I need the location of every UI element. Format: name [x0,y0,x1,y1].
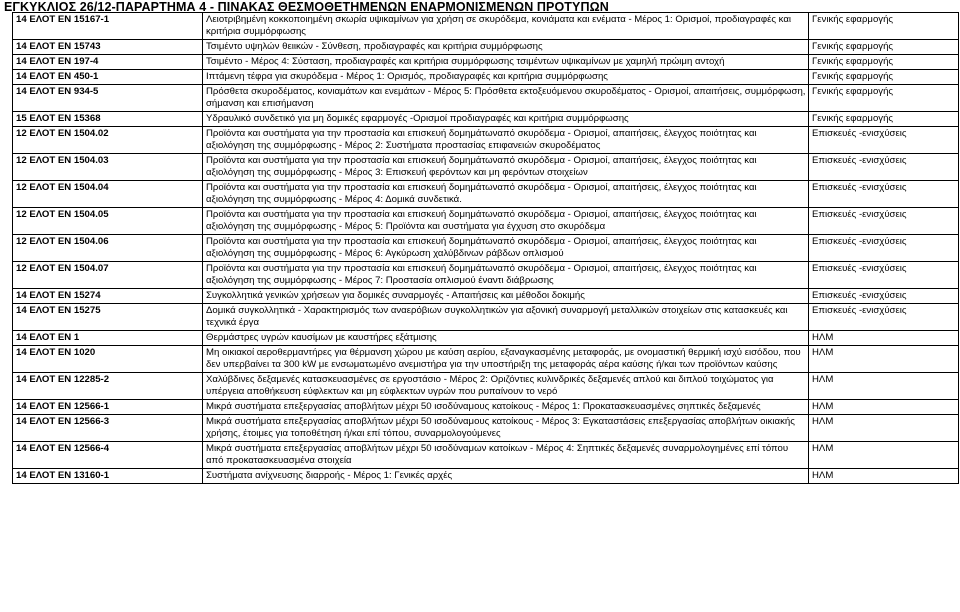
table-row [13,235,959,262]
standard-code: 12 ΕΛΟΤ ΕΝ 1504.07 [13,262,203,289]
standard-category: Επισκευές -ενισχύσεις [809,235,959,262]
standard-description: Πρόσθετα σκυροδέματος, κονιαμάτων και ενεμάτων - Μέρος 5: Πρόσθετα εκτοξευόμενου σκυροδέματος - Ορισμοί, απαιτήσεις, συμμόρφωση, σήμανση και επισήμανση [203,85,809,112]
table-row [13,289,959,304]
standard-description: Προϊόντα και συστήματα για την προστασία και επισκευή δομημάτωναπό σκυρόδεμα - Ορισμοί, απαιτήσεις, έλεγχος ποιότητας και αξιολόγηση της συμμόρφωσης - Μέρος 4: Δομικά συνδετικά. [203,181,809,208]
standard-code: 14 ΕΛΟΤ ΕΝ 12566-4 [13,442,203,469]
standard-category: Επισκευές -ενισχύσεις [809,208,959,235]
standard-category: ΗΛΜ [809,400,959,415]
table-row [13,55,959,70]
standard-category: Επισκευές -ενισχύσεις [809,127,959,154]
standard-description: Χαλύβδινες δεξαμενές κατασκευασμένες σε εργοστάσιο - Μέρος 2: Οριζόντιες κυλινδρικές δεξαμενές απλού και διπλού τοιχώματος για υπέργεια αποθήκευση εύφλεκτων και μη εύφλεκτων υγρών που ρυπαίνουν το νερό [203,373,809,400]
standard-code: 14 ΕΛΟΤ ΕΝ 12566-1 [13,400,203,415]
document-header: ΕΓΚΥΚΛΙΟΣ 26/12-ΠΑΡΑΡΤΗΜΑ 4 - ΠΙΝΑΚΑΣ ΘΕΣΜΟΘΕΤΗΜΕΝΩΝ ΕΝΑΡΜΟΝΙΣΜΕΝΩΝ ΠΡΟΤΥΠΩΝ [4,0,609,14]
table-row [13,331,959,346]
standard-description: Συγκολλητικά γενικών χρήσεων για δομικές συναρμογές - Απαιτήσεις και μέθοδοι δοκιμής [203,289,809,304]
standard-description: Μικρά συστήματα επεξεργασίας αποβλήτων μέχρι 50 ισοδύναμων κατοίκων - Μέρος 4: Σηπτικές δεξαμενές συναρμολογημένες επί τόπου από προκατασκευασμένα στοιχεία [203,442,809,469]
table-row [13,304,959,331]
standard-category: ΗΛΜ [809,415,959,442]
standard-code: 14 ΕΛΟΤ ΕΝ 15275 [13,304,203,331]
standard-description: Τσιμέντο υψηλών θειικών - Σύνθεση, προδιαγραφές και κριτήρια συμμόρφωσης [203,40,809,55]
table-row [13,40,959,55]
standard-description: Θερμάστρες υγρών καυσίμων με καυστήρες εξάτμισης [203,331,809,346]
standard-description: Ιπτάμενη τέφρα για σκυρόδεμα - Μέρος 1: Ορισμός, προδιαγραφές και κριτήρια συμμόρφωσης [203,70,809,85]
standard-category: Επισκευές -ενισχύσεις [809,154,959,181]
standard-description: Λειοτριβημένη κοκκοποιημένη σκωρία υψικαμίνων για χρήση σε σκυρόδεμα, κονιάματα και ενέματα - Μέρος 1: Ορισμοί, προδιαγραφές και κριτήρια συμμόρφωσης [203,13,809,40]
table-row [13,70,959,85]
standard-category: Επισκευές -ενισχύσεις [809,289,959,304]
standard-description: Μικρά συστήματα επεξεργασίας αποβλήτων μέχρι 50 ισοδύναμους κατοίκους - Μέρος 1: Προκατασκευασμένες σηπτικές δεξαμενές [203,400,809,415]
standard-description: Προϊόντα και συστήματα για την προστασία και επισκευή δομημάτωναπό σκυρόδεμα - Ορισμοί, απαιτήσεις, έλεγχος ποιότητας και αξιολόγηση της συμμόρφωσης - Μέρος 7: Προστασία οπλισμού έναντι διάβρωσης [203,262,809,289]
standard-category: ΗΛΜ [809,346,959,373]
standard-code: 14 ΕΛΟΤ ΕΝ 197-4 [13,55,203,70]
standard-category: ΗΛΜ [809,469,959,484]
table-row [13,112,959,127]
standard-code: 14 ΕΛΟΤ ΕΝ 1020 [13,346,203,373]
table-row [13,13,959,40]
table-row [13,469,959,484]
standard-category: Επισκευές -ενισχύσεις [809,181,959,208]
standard-category: Γενικής εφαρμογής [809,13,959,40]
standard-code: 12 ΕΛΟΤ ΕΝ 1504.03 [13,154,203,181]
standard-code: 14 ΕΛΟΤ ΕΝ 15743 [13,40,203,55]
standard-category: ΗΛΜ [809,373,959,400]
standard-description: Συστήματα ανίχνευσης διαρροής - Μέρος 1: Γενικές αρχές [203,469,809,484]
table-row [13,127,959,154]
standard-code: 14 ΕΛΟΤ ΕΝ 1 [13,331,203,346]
table-row [13,154,959,181]
standard-description: Μη οικιακοί αεροθερμαντήρες για θέρμανση χώρου με καύση αερίου, εξαναγκασμένης μεταφοράς, με ονομαστική θερμική ισχύ εισόδου, που δεν υπερβαίνει τα 300 kW με ενσωματωμένο ανεμιστήρα για την υποστήριξη της μεταφοράς αέρα καύσης ή/και των προϊόντων καύσης [203,346,809,373]
standard-category: ΗΛΜ [809,331,959,346]
standard-code: 14 ΕΛΟΤ ΕΝ 13160-1 [13,469,203,484]
standard-code: 14 ΕΛΟΤ ΕΝ 15274 [13,289,203,304]
table-row [13,373,959,400]
standard-code: 14 ΕΛΟΤ ΕΝ 12566-3 [13,415,203,442]
table-row [13,442,959,469]
standard-code: 14 ΕΛΟΤ ΕΝ 15167-1 [13,13,203,40]
table-row [13,208,959,235]
standard-code: 14 ΕΛΟΤ ΕΝ 12285-2 [13,373,203,400]
standard-code: 14 ΕΛΟΤ ΕΝ 934-5 [13,85,203,112]
standard-description: Τσιμέντο - Μέρος 4: Σύσταση, προδιαγραφές και κριτήρια συμμόρφωσης τσιμέντων υψικαμίνων με χαμηλή πρώιμη αντοχή [203,55,809,70]
table-row [13,415,959,442]
table-row [13,262,959,289]
standard-category: Γενικής εφαρμογής [809,40,959,55]
standard-code: 12 ΕΛΟΤ ΕΝ 1504.04 [13,181,203,208]
standard-description: Προϊόντα και συστήματα για την προστασία και επισκευή δομημάτωναπό σκυρόδεμα - Ορισμοί, απαιτήσεις, έλεγχος ποιότητας και αξιολόγηση της συμμόρφωσης - Μέρος 5: Προϊόντα και συστήματα για έγχυση στο σκυρόδεμα [203,208,809,235]
table-row [13,346,959,373]
standard-category: Γενικής εφαρμογής [809,70,959,85]
standard-description: Προϊόντα και συστήματα για την προστασία και επισκευή δομημάτωναπό σκυρόδεμα - Ορισμοί, απαιτήσεις, έλεγχος ποιότητας και αξιολόγηση της συμμόρφωσης - Μέρος 3: Επισκευή φερόντων και μη φερόντων στοιχείων [203,154,809,181]
standard-code: 12 ΕΛΟΤ ΕΝ 1504.05 [13,208,203,235]
standard-category: Γενικής εφαρμογής [809,55,959,70]
standard-category: Γενικής εφαρμογής [809,85,959,112]
table-row [13,181,959,208]
standards-table [12,12,959,484]
standard-category: Επισκευές -ενισχύσεις [809,262,959,289]
standard-category: Επισκευές -ενισχύσεις [809,304,959,331]
standard-description: Υδραυλικό συνδετικό για μη δομικές εφαρμογές -Ορισμοί προδιαγραφές και κριτήρια συμμόρφωσης [203,112,809,127]
standard-description: Μικρά συστήματα επεξεργασίας αποβλήτων μέχρι 50 ισοδύναμους κατοίκους - Μέρος 3: Εγκαταστάσεις επεξεργασίας αποβλήτων οικιακής χρήσης, έτοιμες για τοποθέτηση ή/και επί τόπου, συναρμολογούμενες [203,415,809,442]
standard-category: ΗΛΜ [809,442,959,469]
standard-code: 12 ΕΛΟΤ ΕΝ 1504.06 [13,235,203,262]
standard-code: 12 ΕΛΟΤ ΕΝ 1504.02 [13,127,203,154]
table-row [13,85,959,112]
standard-code: 15 ΕΛΟΤ ΕΝ 15368 [13,112,203,127]
standard-description: Προϊόντα και συστήματα για την προστασία και επισκευή δομημάτωναπό σκυρόδεμα - Ορισμοί, απαιτήσεις, έλεγχος ποιότητας και αξιολόγηση της συμμόρφωσης - Μέρος 2: Συστήματα προστασίας επιφανειών σκυροδέματος [203,127,809,154]
standard-category: Γενικής εφαρμογής [809,112,959,127]
standard-description: Προϊόντα και συστήματα για την προστασία και επισκευή δομημάτωναπό σκυρόδεμα - Ορισμοί, απαιτήσεις, έλεγχος ποιότητας και αξιολόγηση της συμμόρφωσης - Μέρος 6: Αγκύρωση χαλύβδινων ράβδων οπλισμού [203,235,809,262]
table-row [13,400,959,415]
standard-code: 14 ΕΛΟΤ ΕΝ 450-1 [13,70,203,85]
standard-description: Δομικά συγκολλητικά - Χαρακτηρισμός των αναερόβιων συγκολλητικών για αξονική συναρμογή μεταλλικών στοιχείων στις κατασκευές και τεχνικά έργα [203,304,809,331]
standards-table-body [13,13,959,484]
